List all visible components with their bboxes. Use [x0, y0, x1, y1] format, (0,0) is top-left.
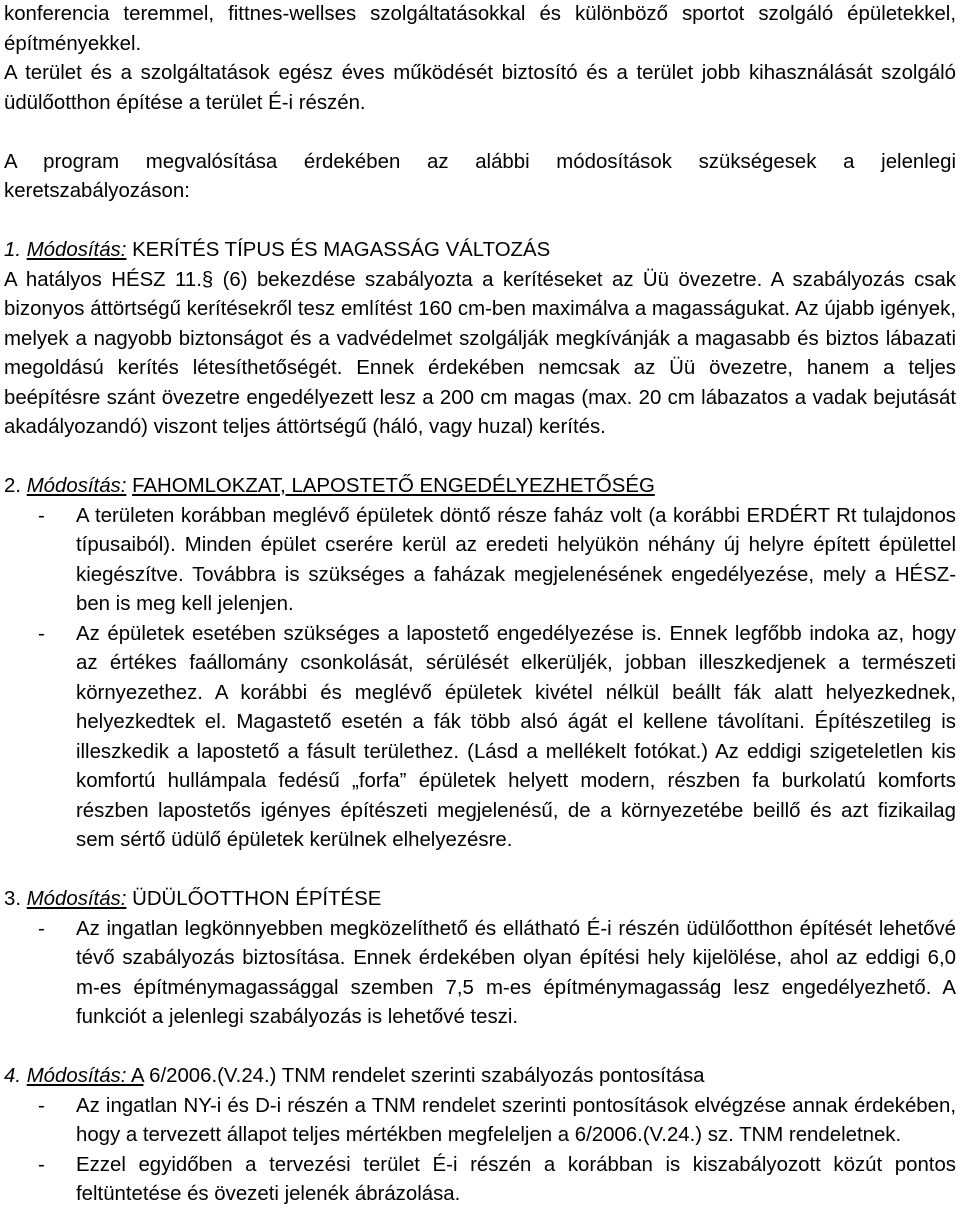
section-3-mod-label: Módosítás:	[26, 888, 127, 910]
section-4-mod-label: Módosítás:	[26, 1065, 127, 1087]
section-2-heading: FAHOMLOKZAT, LAPOSTETŐ ENGEDÉLYEZHETŐSÉG	[132, 475, 655, 497]
spacer	[4, 1033, 956, 1063]
list-item	[4, 502, 956, 620]
intro-paragraph-1: konferencia teremmel, fittnes-wellses szolgáltatásokkal és különböző sportot szolgáló épületekkel, építményekkel.	[4, 3, 956, 55]
spacer	[4, 118, 956, 148]
section-1-heading: KERÍTÉS TÍPUS ÉS MAGASSÁG VÁLTOZÁS	[126, 239, 551, 261]
section-3-number: 3.	[4, 888, 22, 910]
list-item	[4, 1092, 956, 1151]
section-1-title	[4, 236, 956, 266]
list-item	[4, 620, 956, 856]
section-4-heading-prefix: A	[126, 1065, 144, 1087]
dash-bullet: -	[38, 1094, 45, 1117]
section-3-heading: ÜDÜLŐOTTHON ÉPÍTÉSE	[126, 888, 382, 910]
section-4-item-1: Az ingatlan NY-i és D-i részén a TNM rendelet szerinti pontosítások elvégzése annak érdekében, hogy a tervezett állapot teljes mértékben megfeleljen a 6/2006.(V.24.) sz. TNM rendeletnek.	[76, 1094, 956, 1146]
dash-bullet: -	[38, 1153, 45, 1176]
section-1-body: A hatályos HÉSZ 11.§ (6) bekezdése szabályozta a kerítéseket az Üü övezetre. A szabályozás csak bizonyos áttörtségű kerítésekről tesz említést 160 cm-ben maximálva a magasságukat. Az újabb igények, melyek a nagyobb biztonságot és a vadvédelmet szolgálják megkívánják a magasabb és biztos lábazati megoldású kerítés létesíthetőségét. Ennek érdekében nemcsak az Üü övezetre, hanem a teljes beépítésre szánt övezetre engedélyezett lesz a 200 cm magas (max. 20 cm lábazatos a vadak bejutását akadályozandó) viszont teljes áttörtségű (háló, vagy huzal) kerítés.	[4, 268, 956, 438]
list-item	[4, 915, 956, 1033]
list-item	[4, 1151, 956, 1210]
section-2-item-1: A területen korábban meglévő épületek döntő része faház volt (a korábbi ERDÉRT Rt tulajdonos típusaiból). Minden épület cserére kerül az eredeti helyükön néhány új helyre épített épülettel kiegészítve. Továbbra is szükséges a faházak megjelenésének engedélyezése, mely a HÉSZ-ben is meg kell jelenjen.	[76, 504, 956, 615]
dash-bullet: -	[38, 504, 45, 527]
intro-paragraph-2: A terület és a szolgáltatások egész éves működését biztosító és a terület jobb kihasználását szolgáló üdülőotthon építése a terület É-i részén.	[4, 62, 956, 114]
section-2-title	[4, 472, 956, 502]
section-2-number: 2.	[4, 475, 22, 497]
spacer	[4, 856, 956, 886]
section-4-heading: 6/2006.(V.24.) TNM rendelet szerinti szabályozás pontosítása	[143, 1065, 705, 1087]
section-3-item-1: Az ingatlan legkönnyebben megközelíthető és ellátható É-i részén üdülőotthon építését lehetővé tévő szabályozás biztosítása. Ennek érdekében olyan építési hely kijelölése, ahol az eddigi 6,0 m-es építménymagassággal szemben 7,5 m-es építménymagasság lesz engedélyezhető. A funkciót a jelenlegi szabályozás is lehetővé teszi.	[76, 917, 956, 1028]
section-1-number: 1.	[4, 239, 22, 261]
section-2-mod-label: Módosítás:	[26, 475, 127, 497]
section-2-item-2: Az épületek esetében szükséges a lapostető engedélyezése is. Ennek legfőbb indoka az, hogy az értékes faállomány csonkolását, sérülését elkerüljék, jobban illeszkedjenek a természeti környezethez. A korábbi és meglévő épületek kivétel nélkül beállt fák alatt helyezkednek, helyezkedtek el. Magastető esetén a fák több alsó ágát el kellene távolítani. Építészetileg is illeszkedik a lapostető a fásult területhez. (Lásd a mellékelt fotókat.) Az eddigi szigeteletlen kis komfortú hullámpala fedésű „forfa” épületek helyett modern, részben fa burkolatú komforts részben lapostetős igényes építészeti megjelenésű, de a környezetébe beillő és azt fizikailag sem sértő üdülő épületek kerülnek elhelyezésre.	[76, 622, 956, 851]
section-4-title	[4, 1062, 956, 1092]
section-3-title	[4, 885, 956, 915]
section-4-item-2: Ezzel egyidőben a tervezési terület É-i részén a korábban is kiszabályozott közút pontos feltüntetése és övezeti jelenék ábrázolása.	[76, 1153, 956, 1205]
spacer	[4, 207, 956, 237]
intro-paragraph-3: A program megvalósítása érdekében az alábbi módosítások szükségesek a jelenlegi keretszabályozáson:	[4, 150, 956, 202]
section-4-number: 4.	[4, 1065, 22, 1087]
dash-bullet: -	[38, 917, 45, 940]
section-1-mod-label: Módosítás:	[26, 239, 127, 261]
dash-bullet: -	[38, 622, 45, 645]
spacer	[4, 443, 956, 473]
